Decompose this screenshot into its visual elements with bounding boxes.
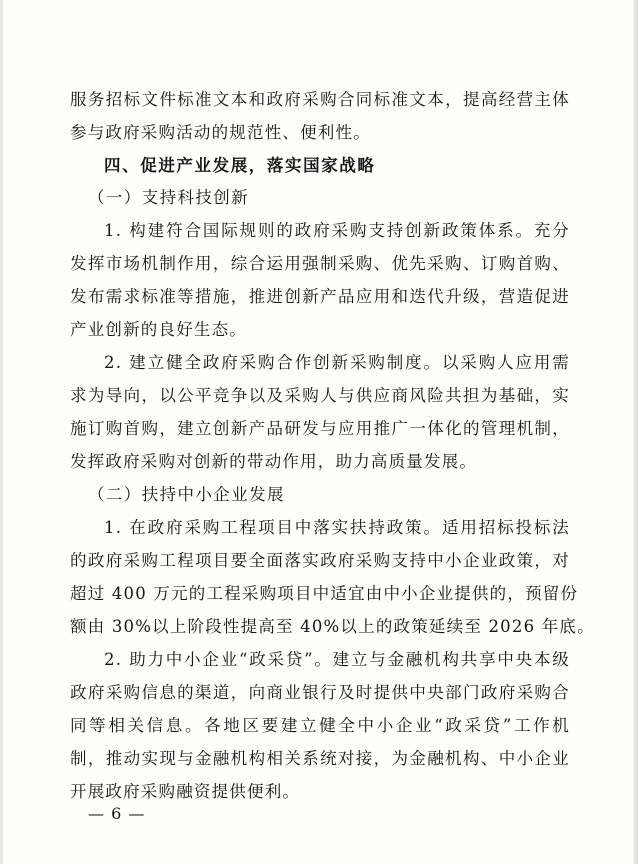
body-text-line: 参与政府采购活动的规范性、便利性。 [70, 123, 371, 142]
body-text-line: 开展政府采购融资提供便利。 [70, 782, 301, 801]
body-text-line: 发挥市场机制作用，综合运用强制采购、优先采购、订购首购、 [70, 254, 570, 273]
body-text-line: 1. 构建符合国际规则的政府采购支持创新政策体系。充分 [104, 221, 570, 240]
body-text-line: 额由 30%以上阶段性提高至 40%以上的政策延续至 2026 年底。 [70, 617, 595, 636]
body-text-line: 超过 400 万元的工程采购项目中适宜由中小企业提供的，预留份 [70, 584, 579, 603]
body-text-line: 发布需求标准等措施，推进创新产品应用和迭代升级，营造促进 [70, 287, 570, 306]
body-text-line: 政府采购信息的渠道，向商业银行及时提供中央部门政府采购合 [70, 683, 570, 702]
body-text-line: 制，推动实现与金融机构相关系统对接，为金融机构、中小企业 [70, 749, 570, 768]
body-text-line: 发挥政府采购对创新的带动作用，助力高质量发展。 [70, 452, 478, 471]
body-text-line: 2. 助力中小企业“政采贷”。建立与金融机构共享中央本级 [104, 650, 570, 669]
subsection-heading: （一）支持科技创新 [88, 188, 250, 207]
body-text-line: 求为导向，以公平竞争以及采购人与供应商风险共担为基础，实 [70, 386, 570, 405]
body-text-line: 服务招标文件标准文本和政府采购合同标准文本，提高经营主体 [70, 90, 570, 109]
section-heading: 四、促进产业发展，落实国家战略 [104, 156, 376, 175]
subsection-heading: （二）扶持中小企业发展 [88, 485, 285, 504]
body-text-line: 2. 建立健全政府采购合作创新采购制度。以采购人应用需 [104, 353, 570, 372]
page-left-edge [0, 0, 3, 864]
body-text-line: 施订购首购，建立创新产品研发与应用推广一体化的管理机制， [70, 419, 570, 438]
body-text-line: 产业创新的良好生态。 [70, 320, 247, 339]
body-text-line: 1. 在政府采购工程项目中落实扶持政策。适用招标投标法 [104, 518, 570, 537]
body-text-line: 的政府采购工程项目要全面落实政府采购支持中小企业政策，对 [70, 551, 570, 570]
page-number: — 6 — [88, 804, 146, 823]
body-text-line: 同等相关信息。各地区要建立健全中小企业“政采贷”工作机 [70, 716, 570, 735]
page-right-edge [633, 0, 638, 864]
